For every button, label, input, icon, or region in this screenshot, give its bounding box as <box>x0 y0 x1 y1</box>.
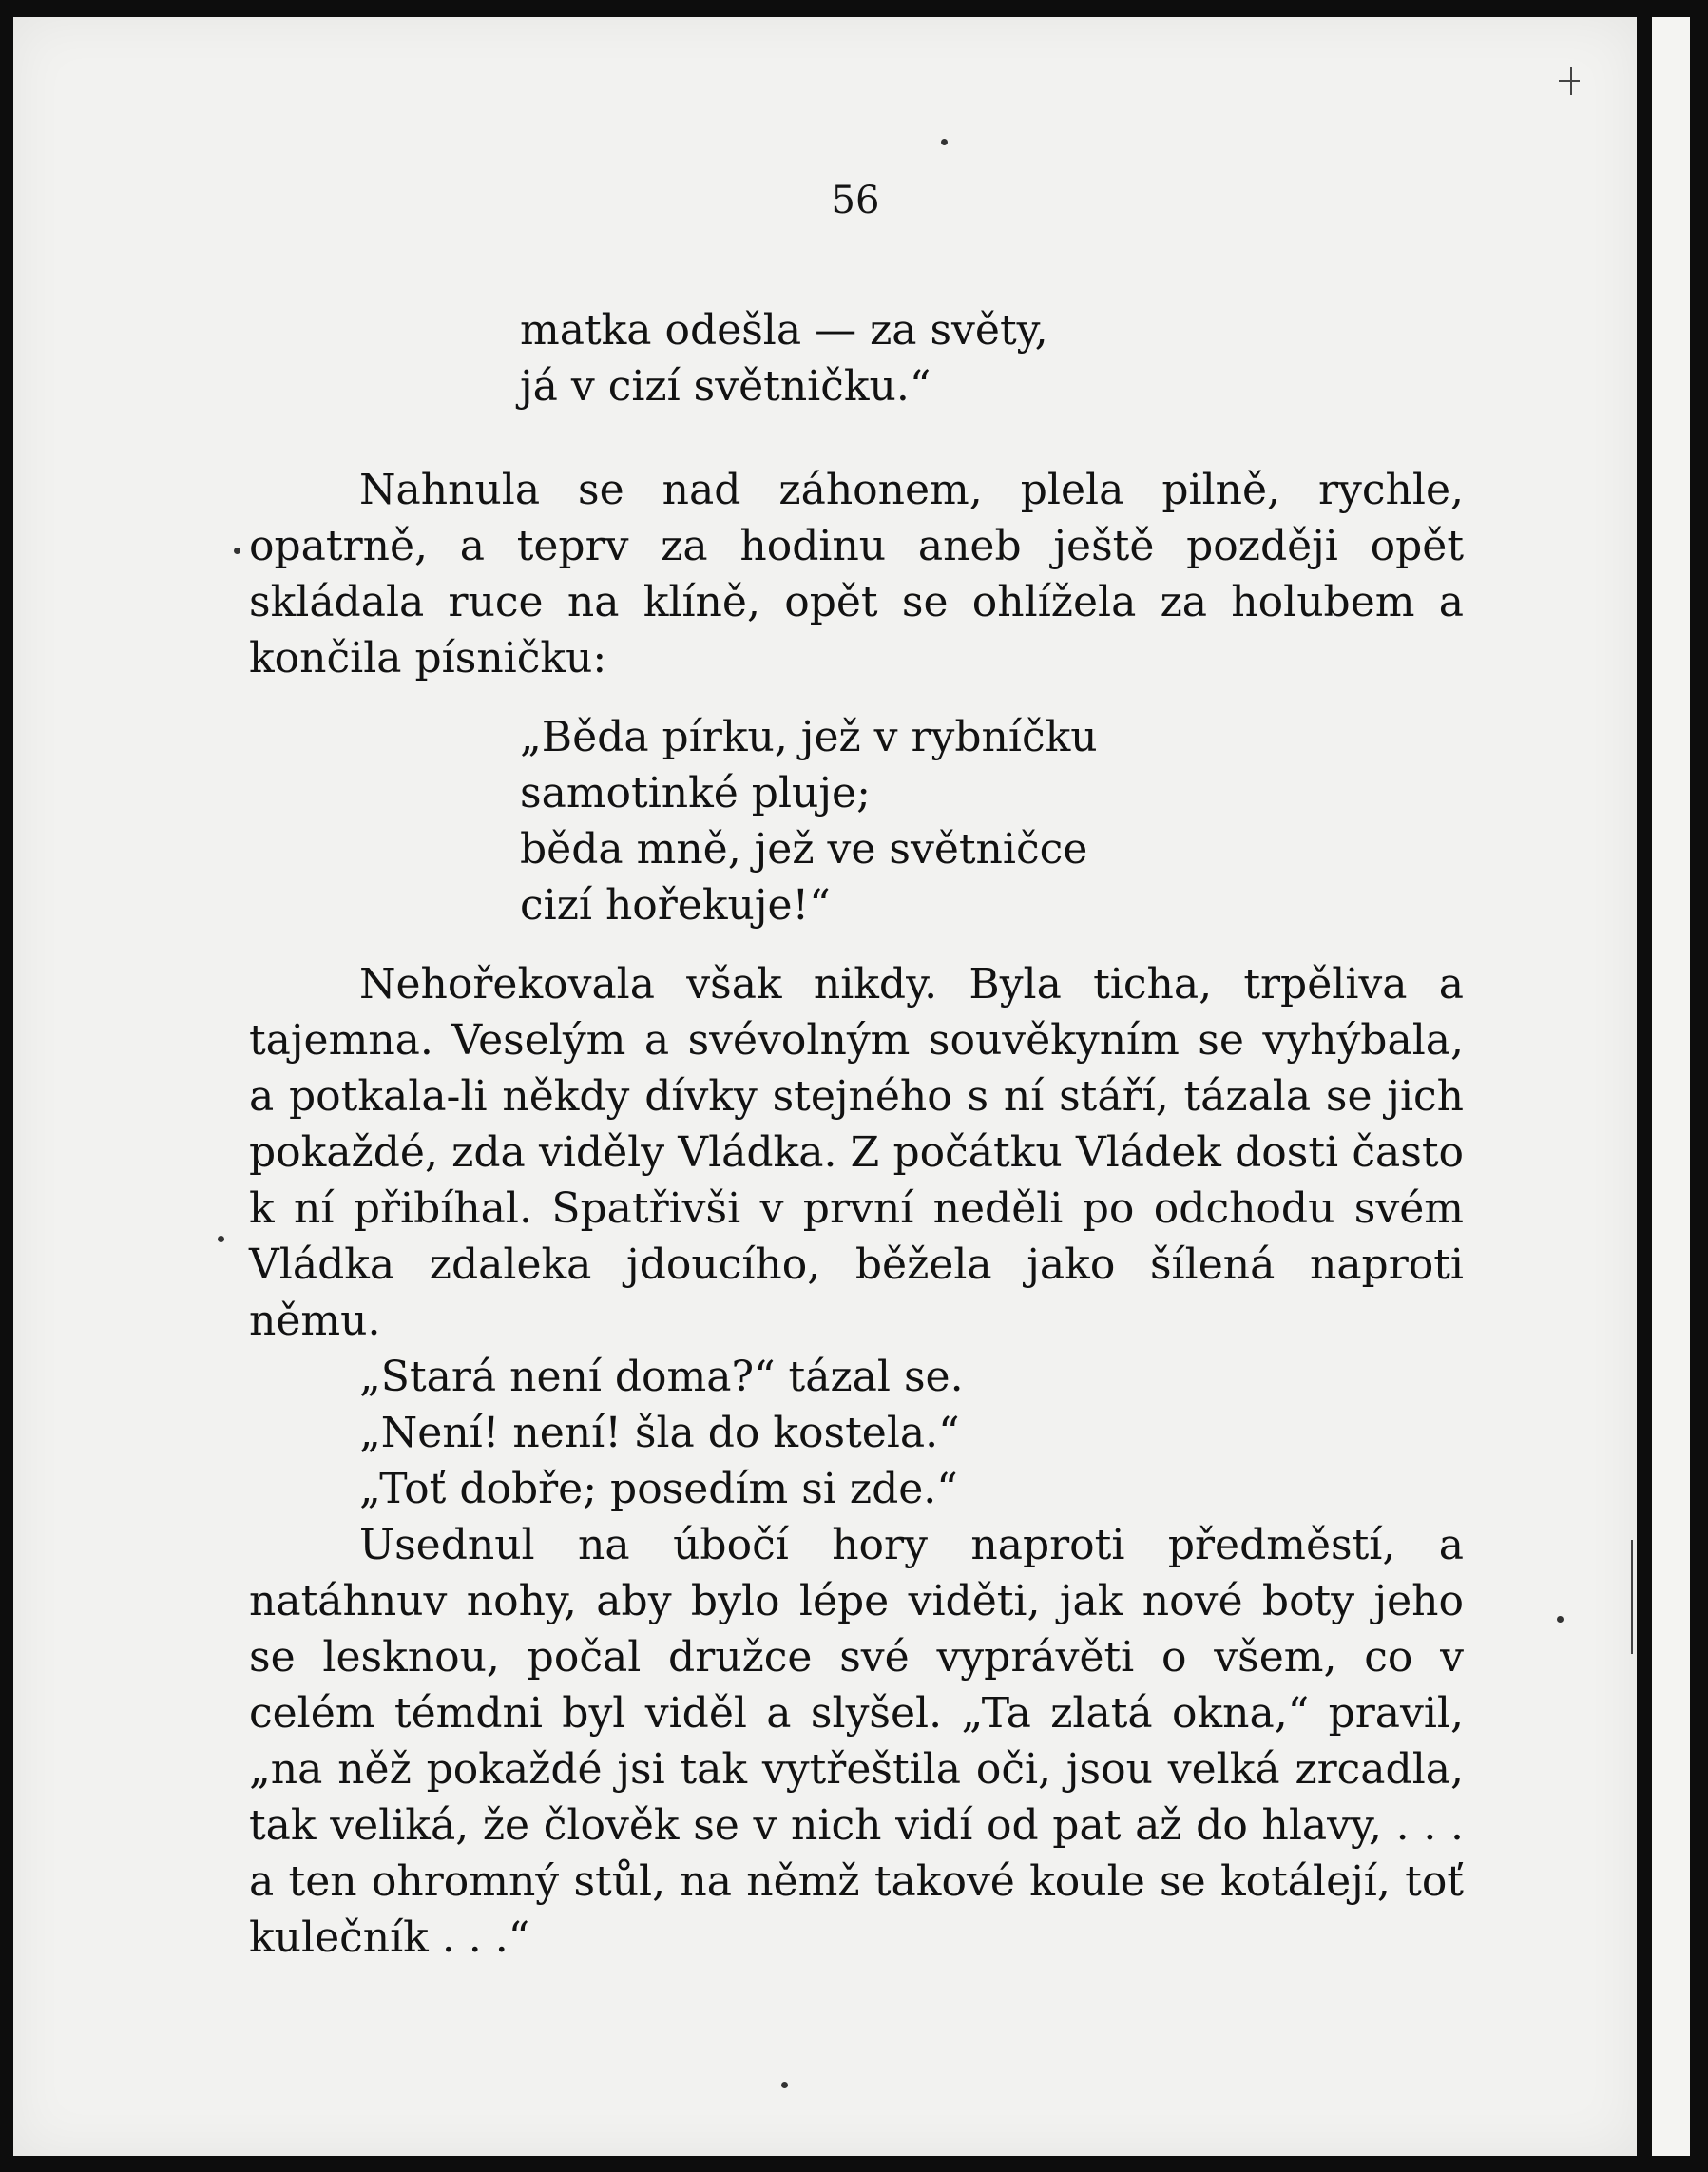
scan-speck <box>781 2082 788 2088</box>
scan-speck <box>1557 1616 1564 1623</box>
verse-line: matka odešla — za světy, <box>520 306 1048 355</box>
verse-line: běda mně, jež ve světničce <box>520 825 1088 874</box>
verse-line: já v cizí světničku.“ <box>520 362 931 411</box>
scan-speck <box>218 1236 224 1242</box>
dialog-line: „Není! není! šla do kostela.“ <box>359 1409 960 1457</box>
adjacent-page-edge <box>1652 17 1690 2156</box>
verse-line: „Běda pírku, jež v rybníčku <box>520 713 1098 761</box>
paragraph-2: Nehořekovala však nikdy. Byla ticha, trpěliva a tajemna. Veselým a svévolným souvěkyním se vyhýbala, a potkala-li někdy dívky stejného s ní stáří, tázala se jich pokaždé, zda viděly Vládka. Z počátku Vládek dosti často k ní přibíhal. Spatřivši v první neděli po odchodu svém Vládka zdaleka jdoucího, běžela jako šílená naproti němu. <box>249 960 1464 1345</box>
verse-2 <box>520 709 1464 933</box>
verse-line: cizí hořekuje!“ <box>520 881 831 930</box>
spacer <box>249 686 1464 709</box>
page-number: 56 <box>831 179 880 222</box>
spacer <box>249 414 1464 462</box>
scan-mark <box>1559 80 1580 82</box>
dialog-line: „Stará není doma?“ tázal se. <box>359 1353 964 1401</box>
paragraph-1: Nahnula se nad záhonem, plela pilně, rychle, opatrně, a teprv za hodinu aneb ještě později opět skládala ruce na klíně, opět se ohlížela za holubem a končila písničku: <box>249 466 1464 682</box>
scan-mark <box>1631 1540 1633 1654</box>
scan-speck <box>234 548 240 554</box>
paragraph-3: Usednul na úbočí hory naproti předměstí, a natáhnuv nohy, aby bylo lépe viděti, jak nové boty jeho se lesknou, počal družce své vyprávěti o všem, co v celém témdni byl viděl a slyšel. „Ta zlatá okna,“ pravil, „na něž pokaždé jsi tak vytřeštila oči, jsou velká zrcadla, tak veliká, že člověk se v nich vidí od pat až do hlavy, . . . a ten ohromný stůl, na němž takové koule se kotálejí, toť kulečník . . .“ <box>249 1521 1464 1962</box>
spacer <box>249 933 1464 956</box>
dialog-line: „Toť dobře; posedím si zde.“ <box>359 1465 958 1513</box>
page-body <box>249 302 1464 1966</box>
scan-speck <box>941 139 948 145</box>
scan-mark <box>1570 67 1572 95</box>
verse-line: samotinké pluje; <box>520 769 871 817</box>
verse-1 <box>520 302 1464 414</box>
